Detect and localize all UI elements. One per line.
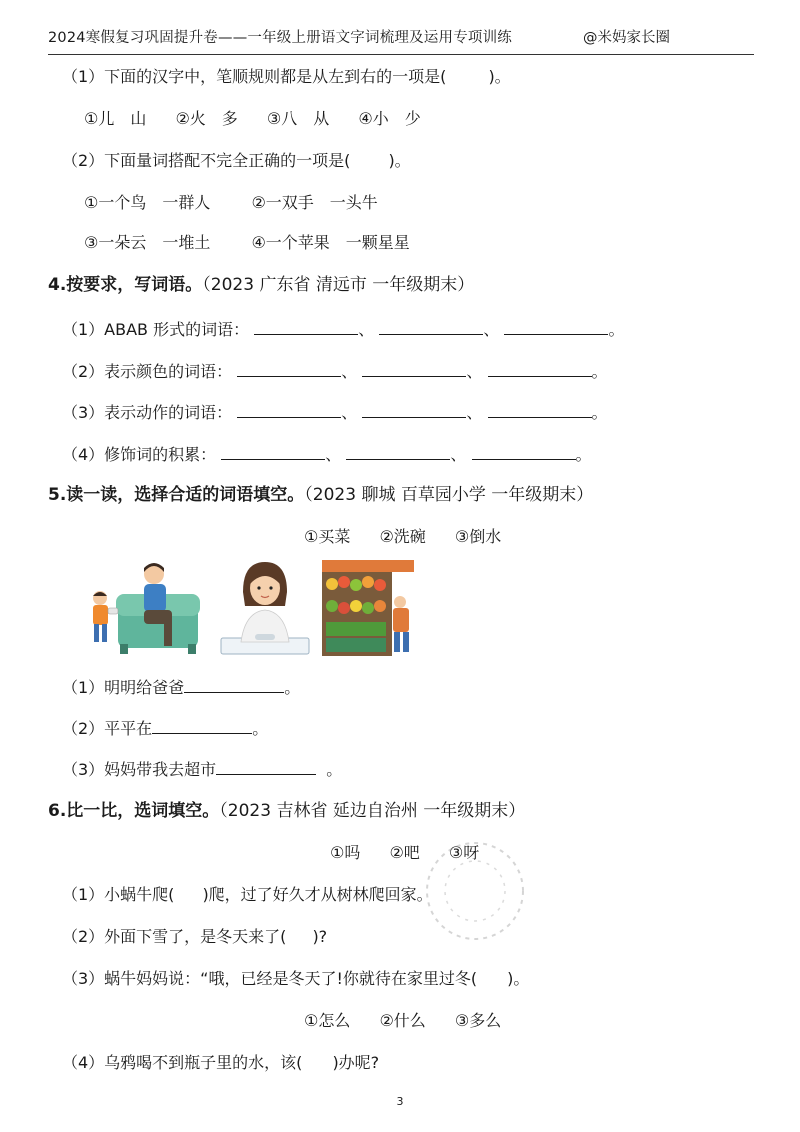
q5-choices bbox=[304, 526, 525, 548]
choice: ①怎么 bbox=[304, 1011, 351, 1030]
option: ②一双手 一头牛 bbox=[251, 193, 378, 212]
choice: ②什么 bbox=[379, 1011, 426, 1030]
answer-blank[interactable] bbox=[237, 401, 341, 418]
option: ③八 从 bbox=[266, 109, 330, 128]
option: ①儿 山 bbox=[84, 109, 147, 128]
q3-2-row2 bbox=[84, 232, 434, 254]
q6-item-2: （2）外面下雪了，是冬天来了( )? bbox=[62, 927, 328, 946]
q4-item-3: （3）表示动作的词语： 、 、 。 bbox=[62, 403, 608, 422]
q6-heading: 6.比一比，选词填空。（2023 吉林省 延边自治州 一年级期末） bbox=[48, 801, 526, 821]
q6-item-4: （4）乌鸦喝不到瓶子里的水，该( )办呢? bbox=[62, 1053, 380, 1072]
illustration-child-handing-water bbox=[80, 560, 200, 656]
q4-item-4: （4）修饰词的积累： 、 、 。 bbox=[62, 445, 592, 464]
q5-item-2: （2）平平在 。 bbox=[62, 719, 269, 738]
illustration-girl-washing-dishes bbox=[215, 560, 315, 656]
q5-item-3: （3）妈妈带我去超市 。 bbox=[62, 760, 343, 779]
answer-blank[interactable] bbox=[184, 676, 284, 693]
answer-blank[interactable] bbox=[346, 443, 450, 460]
answer-blank[interactable] bbox=[216, 758, 316, 775]
q6-item-1: （1）小蜗牛爬( )爬，过了好久才从树林爬回家。 bbox=[62, 885, 433, 904]
answer-blank[interactable] bbox=[254, 318, 358, 335]
option: ②火 多 bbox=[175, 109, 238, 128]
answer-blank[interactable] bbox=[488, 360, 592, 377]
q3-2-row1 bbox=[84, 192, 402, 214]
q4-heading: 4.按要求，写词语。（2023 广东省 清远市 一年级期末） bbox=[48, 275, 475, 295]
choice: ①买菜 bbox=[304, 527, 351, 546]
answer-blank[interactable] bbox=[221, 443, 325, 460]
answer-blank[interactable] bbox=[362, 401, 466, 418]
q4-item-1: （1）ABAB 形式的词语： 、 、 。 bbox=[62, 320, 625, 339]
illustration-supermarket bbox=[322, 560, 414, 656]
choice: ③倒水 bbox=[454, 527, 502, 546]
q6-choices-2 bbox=[304, 1010, 525, 1032]
watermark-stamp bbox=[420, 836, 530, 946]
choice: ②洗碗 bbox=[379, 527, 426, 546]
answer-blank[interactable] bbox=[488, 401, 592, 418]
option: ④小 少 bbox=[358, 109, 421, 128]
answer-blank[interactable] bbox=[472, 443, 576, 460]
q6-item-3: （3）蜗牛妈妈说：“哦，已经是冬天了!你就待在家里过冬( )。 bbox=[62, 969, 530, 988]
answer-blank[interactable] bbox=[362, 360, 466, 377]
q3-1-stem: （1）下面的汉字中，笔顺规则都是从左到右的一项是( )。 bbox=[62, 67, 511, 86]
choice: ①吗 bbox=[330, 843, 361, 862]
page-number: 3 bbox=[396, 1095, 404, 1108]
option: ①一个鸟 一群人 bbox=[84, 193, 211, 212]
choice: ③呀 bbox=[448, 843, 480, 862]
q5-item-1: （1）明明给爸爸 。 bbox=[62, 678, 301, 697]
answer-blank[interactable] bbox=[152, 717, 252, 734]
answer-blank[interactable] bbox=[379, 318, 483, 335]
header-account: @米妈家长圈 bbox=[583, 30, 670, 46]
choice: ②吧 bbox=[389, 843, 420, 862]
option: ④一个苹果 一颗星星 bbox=[251, 233, 410, 252]
q3-2-stem: （2）下面量词搭配不完全正确的一项是( )。 bbox=[62, 151, 411, 170]
page-header bbox=[48, 24, 754, 55]
choice: ③多么 bbox=[454, 1011, 502, 1030]
header-title: 2024寒假复习巩固提升卷——一年级上册语文字词梳理及运用专项训练 bbox=[48, 30, 512, 46]
q3-1-options bbox=[84, 108, 445, 130]
option: ③一朵云 一堆土 bbox=[84, 233, 211, 252]
q5-heading: 5.读一读，选择合适的词语填空。（2023 聊城 百草园小学 一年级期末） bbox=[48, 485, 594, 505]
q4-item-2: （2）表示颜色的词语： 、 、 。 bbox=[62, 362, 608, 381]
answer-blank[interactable] bbox=[237, 360, 341, 377]
answer-blank[interactable] bbox=[504, 318, 608, 335]
